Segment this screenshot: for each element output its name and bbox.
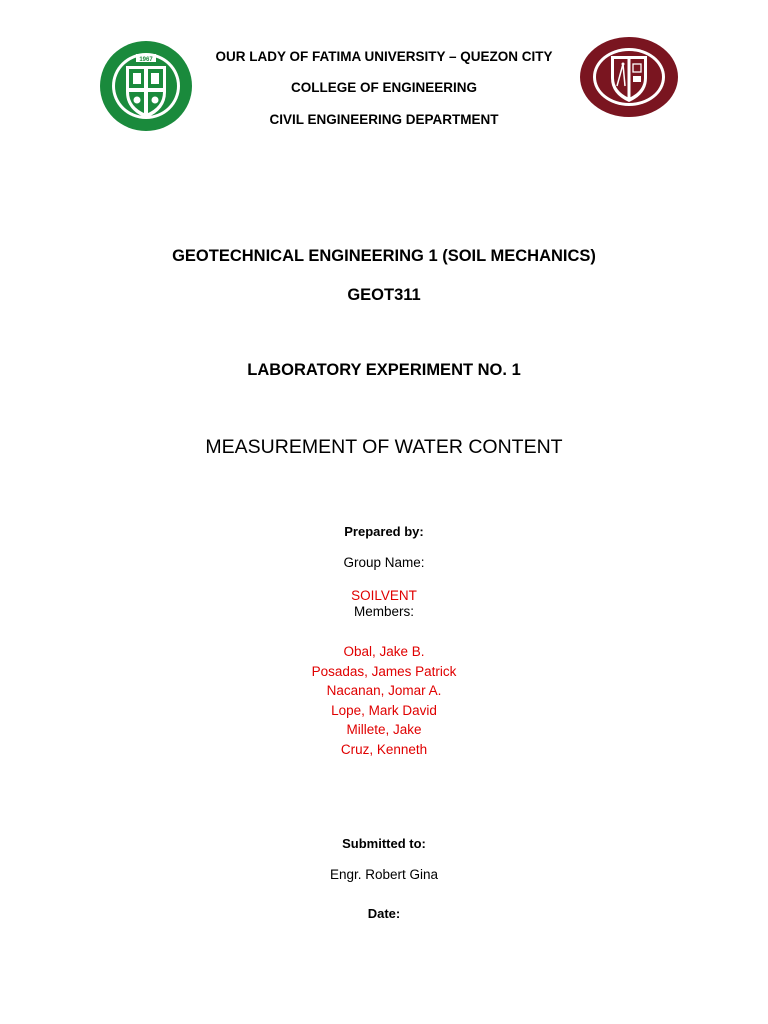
submitted-to-name: Engr. Robert Gina — [329, 867, 439, 882]
course-code: GEOT311 — [347, 286, 421, 304]
member-name: Millete, Jake — [346, 722, 422, 737]
group-name-value: SOILVENT — [351, 588, 417, 603]
date-label: Date: — [367, 906, 401, 921]
group-name-label: Group Name: — [343, 555, 425, 570]
members-list — [0, 642, 768, 759]
experiment-title: MEASUREMENT OF WATER CONTENT — [205, 436, 563, 458]
submitted-to-label: Submitted to: — [342, 836, 426, 851]
course-title: GEOTECHNICAL ENGINEERING 1 (SOIL MECHANICS) — [172, 247, 596, 265]
member-name: Obal, Jake B. — [343, 644, 425, 659]
member-name: Lope, Mark David — [331, 702, 437, 718]
prepared-by-label: Prepared by: — [344, 524, 424, 539]
experiment-number: LABORATORY EXPERIMENT NO. 1 — [247, 361, 521, 379]
college-name: COLLEGE OF ENGINEERING — [290, 80, 477, 95]
university-name: OUR LADY OF FATIMA UNIVERSITY – QUEZON CITY — [215, 49, 553, 64]
department-name: CIVIL ENGINEERING DEPARTMENT — [269, 112, 499, 127]
member-name: Cruz, Kenneth — [340, 741, 428, 757]
member-name: Nacanan, Jomar A. — [326, 683, 442, 698]
members-label: Members: — [353, 604, 414, 619]
seal-year: 1967 — [139, 57, 153, 63]
member-name: Posadas, James Patrick — [311, 663, 457, 679]
